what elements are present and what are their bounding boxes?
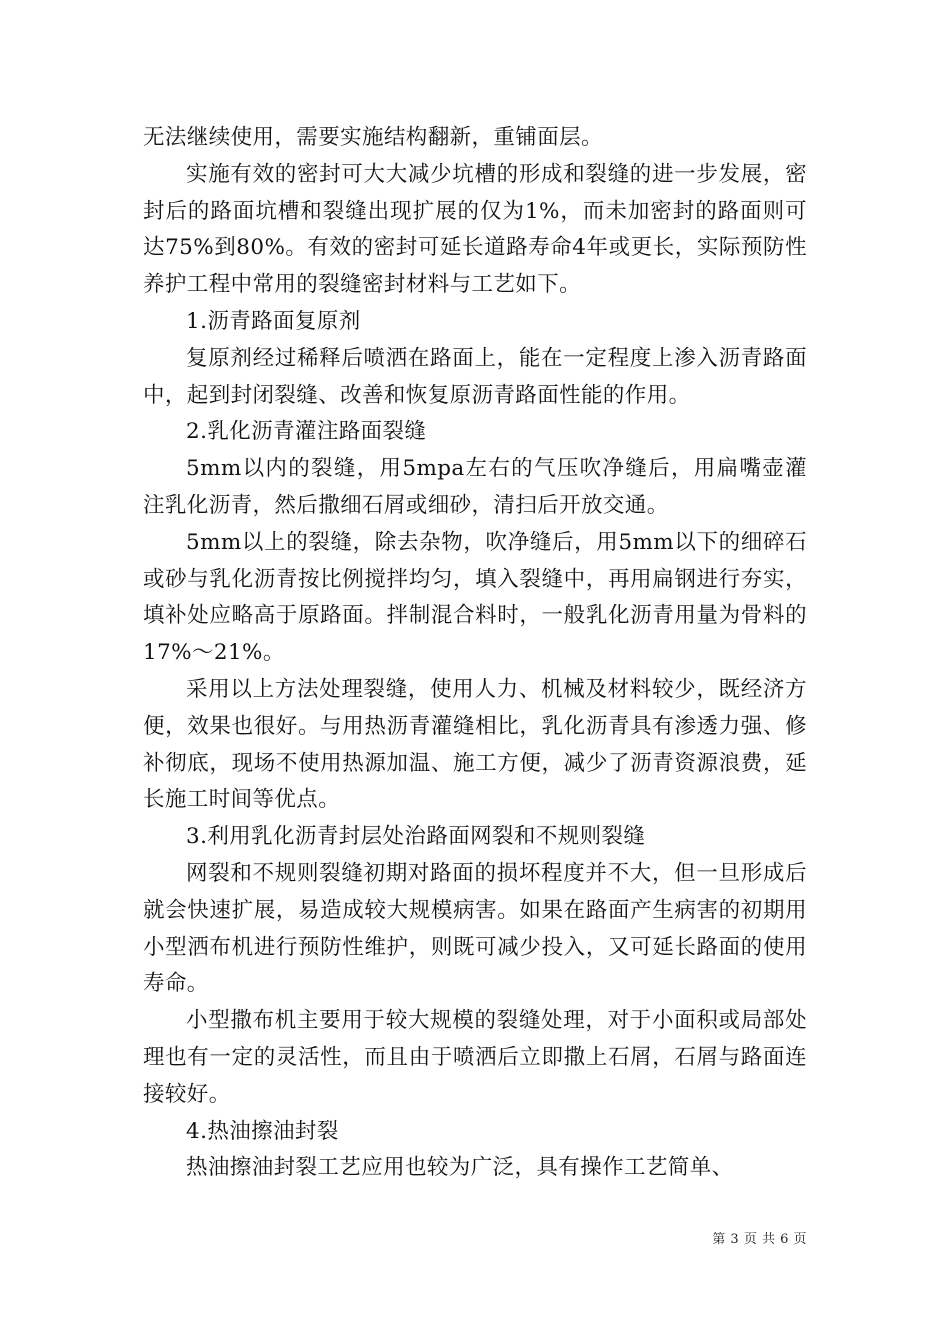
paragraph-large-cracks: 5mm以上的裂缝，除去杂物，吹净缝后，用5mm以下的细碎石或砂与乳化沥青按比例搅拌均匀，填入裂缝中，再用扁钢进行夯实，填补处应略高于原路面。拌制混合料时，一般乳化沥青用量为骨料的17%～21%。: [143, 529, 807, 666]
paragraph-sealing-effect: 实施有效的密封可大大减少坑槽的形成和裂缝的进一步发展，密封后的路面坑槽和裂缝出现扩展的仅为1%，而未加密封的路面则可达75%到80%。有效的密封可延长道路寿命4年或更长，实际预防性养护工程中常用的裂缝密封材料与工艺如下。: [143, 161, 807, 298]
section-heading-4: 4.热油擦油封裂: [186, 1118, 339, 1144]
document-body: [143, 120, 807, 1187]
paragraph-advantages: 采用以上方法处理裂缝，使用人力、机械及材料较少，既经济方便，效果也很好。与用热沥青灌缝相比，乳化沥青具有渗透力强、修补彻底，现场不使用热源加温、施工方便，减少了沥青资源浪费，延长施工时间等优点。: [143, 676, 807, 813]
section-heading-2: 2.乳化沥青灌注路面裂缝: [186, 419, 427, 445]
paragraph-spreader: 小型撒布机主要用于较大规模的裂缝处理，对于小面积或局部处理也有一定的灵活性，而且由于喷洒后立即撒上石屑，石屑与路面连接较好。: [143, 1008, 807, 1107]
paragraph-continuation: 无法继续使用，需要实施结构翻新，重铺面层。: [143, 125, 603, 150]
page-number-footer: 第 3 页 共 6 页: [712, 1232, 807, 1247]
section-heading-1: 1.沥青路面复原剂: [186, 308, 361, 334]
paragraph-network-cracks: 网裂和不规则裂缝初期对路面的损坏程度并不大，但一旦形成后就会快速扩展，易造成较大规模病害。如果在路面产生病害的初期用小型洒布机进行预防性维护，则既可减少投入，又可延长路面的使用寿命。: [143, 860, 807, 997]
section-heading-3: 3.利用乳化沥青封层处治路面网裂和不规则裂缝: [186, 824, 646, 850]
paragraph-hot-oil: 热油擦油封裂工艺应用也较为广泛，具有操作工艺简单、: [186, 1155, 734, 1181]
paragraph-rejuvenator: 复原剂经过稀释后喷洒在路面上，能在一定程度上渗入沥青路面中，起到封闭裂缝、改善和恢复原沥青路面性能的作用。: [143, 345, 807, 408]
paragraph-small-cracks: 5mm以内的裂缝，用5mpa左右的气压吹净缝后，用扁嘴壶灌注乳化沥青，然后撒细石屑或细砂，清扫后开放交通。: [143, 456, 807, 518]
